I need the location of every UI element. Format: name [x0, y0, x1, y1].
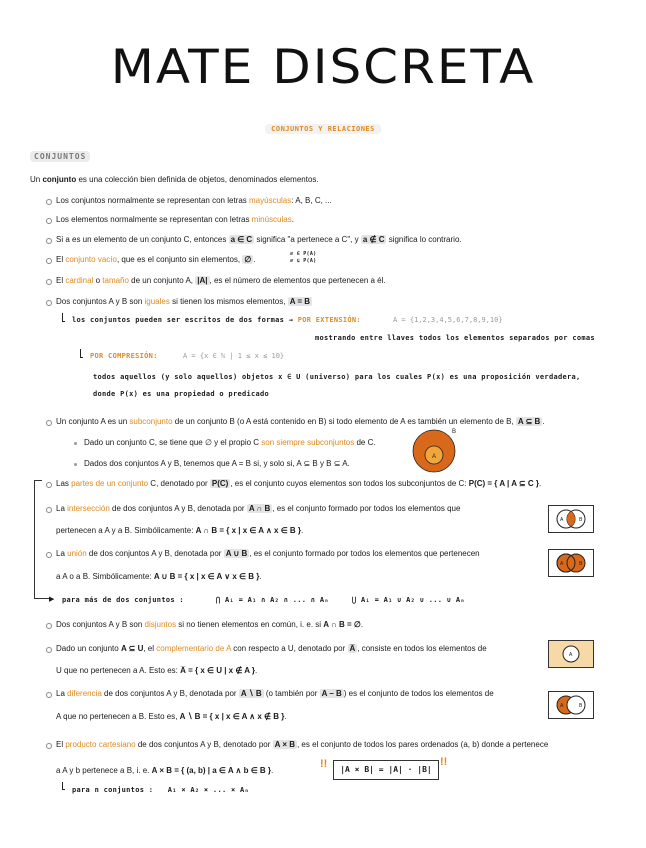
difference-venn-diagram: [548, 691, 594, 719]
bullet-icon: [46, 258, 52, 264]
union-venn-diagram: [548, 549, 594, 577]
svg-text:A: A: [569, 652, 573, 658]
svg-text:A: A: [560, 561, 564, 567]
exclamation-icon: !!: [440, 756, 448, 768]
empty-set-note: ∅ ∈ P(A) ∅ ⊆ P(A): [290, 251, 317, 264]
svg-text:B: B: [579, 517, 583, 523]
bullet-icon: [74, 442, 77, 445]
compression-note: todos aquellos (y solo aquellos) objetos x ∈ U (universo) para los cuales P(x) es una proposición verdadera,: [93, 373, 581, 381]
bullet-icon: [46, 743, 52, 749]
list-item: Dos conjuntos A y B son iguales si tienen los mismos elementos, A = B: [56, 297, 311, 306]
list-item: La diferencia de dos conjuntos A y B, denotada por A ∖ B (o también por A – B ) es el conjunto de todos los elementos de: [56, 689, 494, 698]
bullet-icon: [46, 420, 52, 426]
list-item: La intersección de dos conjuntos A y B, denotada por A ∩ B , es el conjunto formado por todos los elementos que: [56, 504, 461, 513]
bullet-icon: [46, 199, 52, 205]
intersection-venn-diagram: [548, 505, 594, 533]
n-sets-note: para n conjuntos : A₁ × A₂ × ... × Aₙ: [72, 786, 250, 794]
svg-text:A: A: [560, 703, 564, 709]
cardinality-formula-box: |A × B| = |A| · |B|: [333, 760, 439, 780]
list-item: Dos conjuntos A y B son disjuntos si no tienen elementos en común, i. e. si A ∩ B = ∅.: [56, 620, 364, 629]
list-item-continued: a A y b pertenece a B, i. e. A × B = { (a, b) | a ∈ A ∧ b ∈ B }.: [56, 766, 274, 775]
list-item: Un conjunto A es un subconjunto de un conjunto B (o A está contenido en B) si todo elemento de A es también un elemento de B, A ⊆ B .: [56, 417, 545, 426]
list-item: La unión de dos conjuntos A y B, denotada por A ∪ B , es el conjunto formado por todos los elementos que pertenecen: [56, 549, 480, 558]
list-item: Los conjuntos normalmente se representan con letras mayúsculas: A, B, C, ...: [56, 196, 332, 205]
connector-line: [80, 349, 83, 358]
list-item-continued: a A o a B. Simbólicamente: A ∪ B = { x | x ∈ A ∨ x ∈ B }.: [56, 572, 262, 581]
more-sets-note: para más de dos conjuntos :: [62, 596, 184, 604]
extension-note: mostrando entre llaves todos los elementos separados por comas: [315, 334, 595, 342]
list-item: Dados dos conjuntos A y B, tenemos que A = B si, y solo si, A ⊆ B y B ⊆ A.: [84, 459, 350, 468]
compression-note-2: donde P(x) es una propiedad o predicado: [93, 390, 270, 398]
list-item-continued: U que no pertenecen a A. Esto es: A̅ = { x ∈ U | x ∉ A }.: [56, 666, 258, 675]
bullet-icon: [46, 647, 52, 653]
section-heading: CONJUNTOS: [30, 152, 90, 161]
svg-text:B: B: [579, 703, 583, 709]
venn-label-a: A: [432, 454, 437, 460]
bullet-icon: [46, 300, 52, 306]
bullet-icon: [46, 692, 52, 698]
extension-example: A = {1,2,3,4,5,6,7,8,9,10}: [393, 316, 503, 324]
subtitle: CONJUNTOS Y RELACIONES: [0, 125, 646, 133]
bullet-icon: [46, 279, 52, 285]
compression-example: A = {x ∈ ℕ | 1 ≤ x ≤ 10}: [183, 352, 285, 360]
subset-venn-diagram: [410, 425, 460, 475]
list-item: El producto cartesiano de dos conjuntos A y B, denotado por A × B , es el conjunto de todos los pares ordenados (a, b) donde a pertenece: [56, 740, 549, 749]
list-item-continued: A que no pertenecen a B. Esto es, A ∖ B = { x | x ∈ A ∧ x ∉ B }.: [56, 712, 287, 721]
union-formula: ⋃ Aᵢ = A₁ ∪ A₂ ∪ ... ∪ Aₙ: [352, 596, 465, 604]
list-item: Dado un conjunto A ⊆ U, el complementario de A con respecto a U, denotado por A̅ , consiste en todos los elementos de: [56, 644, 487, 653]
intersection-formula: ⋂ Aᵢ = A₁ ∩ A₂ ∩ ... ∩ Aₙ: [216, 596, 329, 604]
list-item: El conjunto vacío, que es el conjunto sin elementos, ∅ .: [56, 255, 256, 264]
bullet-icon: [74, 463, 77, 466]
connector-line: [62, 313, 65, 322]
intro-paragraph: Un conjunto es una colección bien definida de objetos, denominados elementos.: [30, 175, 319, 184]
complement-venn-diagram: [548, 640, 594, 668]
svg-text:B: B: [579, 561, 583, 567]
page-title: MATE DISCRETA: [110, 39, 536, 95]
bullet-icon: [46, 218, 52, 224]
venn-label-b: B: [452, 429, 457, 435]
list-item: Si a es un elemento de un conjunto C, entonces a ∈ C significa "a pertenece a C", y a ∉ C significa lo contrario.: [56, 235, 462, 244]
compression-label: POR COMPRESIÓN:: [90, 352, 158, 360]
bullet-icon: [46, 507, 52, 513]
arrow-head-icon: ▶: [49, 596, 55, 603]
list-item: Las partes de un conjunto C, denotado por P(C) , es el conjunto cuyos elementos son todos los subconjuntos de C: P(C) = { A | A ⊆ C }.: [56, 479, 542, 488]
bullet-icon: [46, 238, 52, 244]
connector-line: [62, 782, 65, 790]
forms-note: los conjuntos pueden ser escritos de dos formas → POR EXTENSIÓN:: [72, 316, 361, 324]
list-item: Los elementos normalmente se representan con letras minúsculas.: [56, 215, 294, 224]
list-item-continued: pertenecen a A y a B. Simbólicamente: A ∩ B = { x | x ∈ A ∧ x ∈ B }.: [56, 526, 304, 535]
bullet-icon: [46, 552, 52, 558]
exclamation-icon: !!: [320, 758, 328, 770]
list-item: El cardinal o tamaño de un conjunto A, |A| , es el número de elementos que pertenecen a él.: [56, 276, 386, 285]
bullet-icon: [46, 482, 52, 488]
list-item: Dado un conjunto C, se tiene que ∅ y el propio C son siempre subconjuntos de C.: [84, 438, 376, 447]
bracket-line: [34, 480, 42, 599]
svg-text:A: A: [560, 517, 564, 523]
bullet-icon: [46, 623, 52, 629]
